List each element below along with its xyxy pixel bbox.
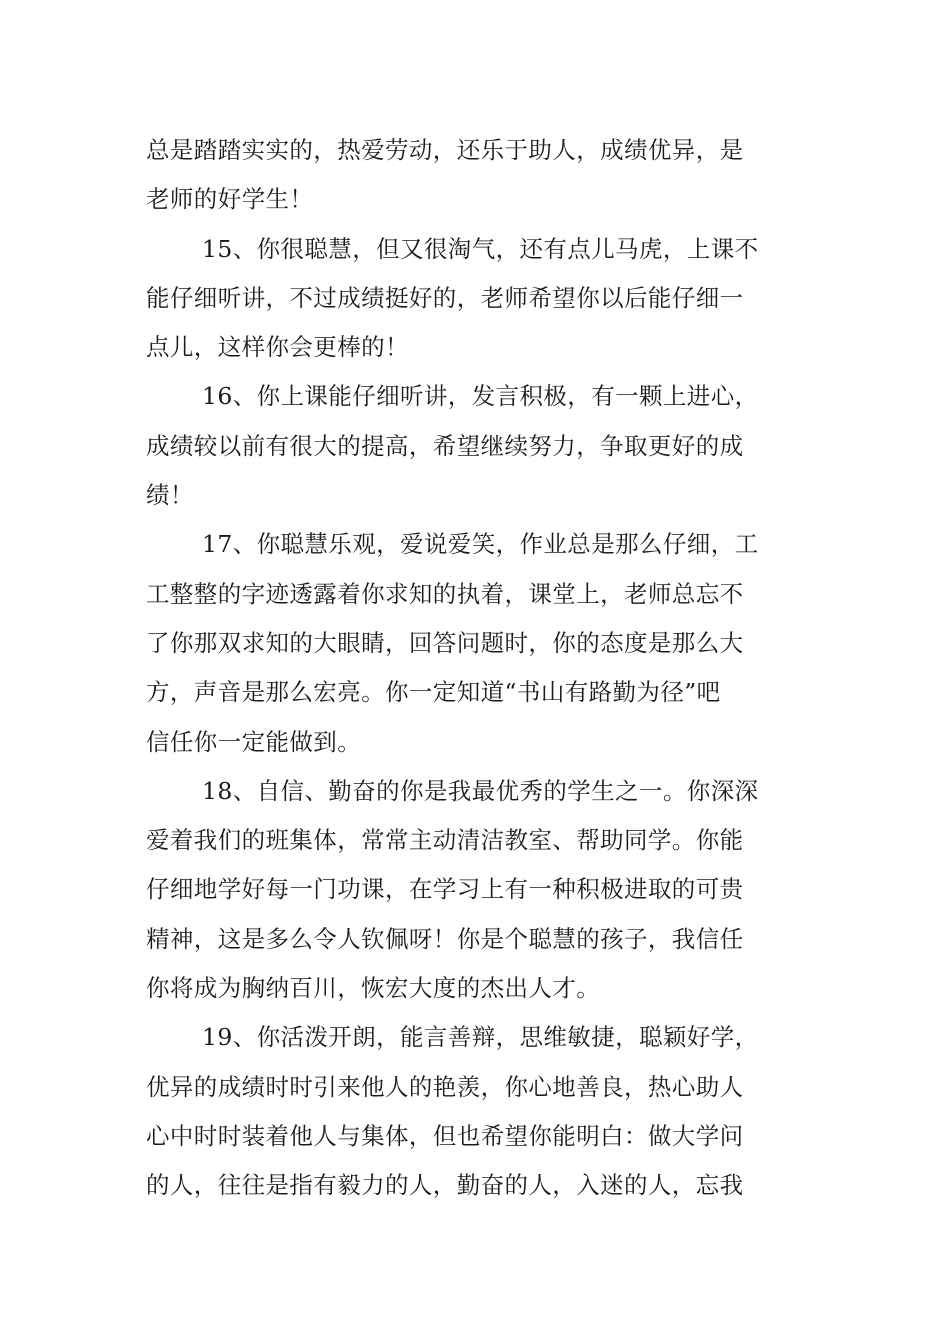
paragraph-15 xyxy=(146,225,808,373)
text-line: 15、你很聪慧，但又很淘气，还有点儿马虎，上课不 xyxy=(202,234,759,263)
text-line: 点儿，这样你会更棒的！ xyxy=(146,333,409,362)
text-line: 心中时时装着他人与集体，但也希望你能明白：做大学问 xyxy=(146,1121,744,1150)
text-line: 绩！ xyxy=(146,481,194,510)
text-line: 老师的好学生！ xyxy=(146,185,314,214)
text-line: 16、你上课能仔细听讲，发言积极，有一颗上进心， xyxy=(202,382,759,411)
text-line: 17、你聪慧乐观，爱说爱笑，作业总是那么仔细，工 xyxy=(202,530,759,559)
text-line: 仔细地学好每一门功课，在学习上有一种积极进取的可贵 xyxy=(146,875,744,904)
text-line: 爱着我们的班集体，常常主动清洁教室、帮助同学。你能 xyxy=(146,826,744,855)
paragraph-17 xyxy=(146,520,808,766)
paragraph-19 xyxy=(146,1013,808,1210)
text-line: 能仔细听讲，不过成绩挺好的，老师希望你以后能仔细一 xyxy=(146,283,744,312)
paragraph-16 xyxy=(146,372,808,520)
text-line: 精神，这是多么令人钦佩呀！你是个聪慧的孩子，我信任 xyxy=(146,924,744,953)
text-line: 工整整的字迹透露着你求知的执着，课堂上，老师总忘不 xyxy=(146,579,744,608)
text-line: 优异的成绩时时引来他人的艳羡，你心地善良，热心助人 xyxy=(146,1072,744,1101)
text-line: 18、自信、勤奋的你是我最优秀的学生之一。你深深 xyxy=(202,776,759,805)
paragraph-14-continued xyxy=(146,126,808,225)
text-line: 信任你一定能做到。 xyxy=(146,727,362,756)
text-line: 的人，往往是指有毅力的人，勤奋的人，入迷的人，忘我 xyxy=(146,1171,744,1200)
text-line: 总是踏踏实实的，热爱劳动，还乐于助人，成绩优异，是 xyxy=(146,136,744,164)
text-line: 你将成为胸纳百川，恢宏大度的杰出人才。 xyxy=(146,974,601,1003)
document-body xyxy=(146,126,808,1211)
paragraph-18 xyxy=(146,767,808,1013)
text-line: 方，声音是那么宏亮。你一定知道“书山有路勤为径”吧 xyxy=(146,678,721,707)
text-line: 19、你活泼开朗，能言善辩，思维敏捷，聪颖好学， xyxy=(202,1023,759,1052)
text-line: 了你那双求知的大眼睛，回答问题时，你的态度是那么大 xyxy=(146,628,744,657)
text-line: 成绩较以前有很大的提高，希望继续努力，争取更好的成 xyxy=(146,431,744,460)
